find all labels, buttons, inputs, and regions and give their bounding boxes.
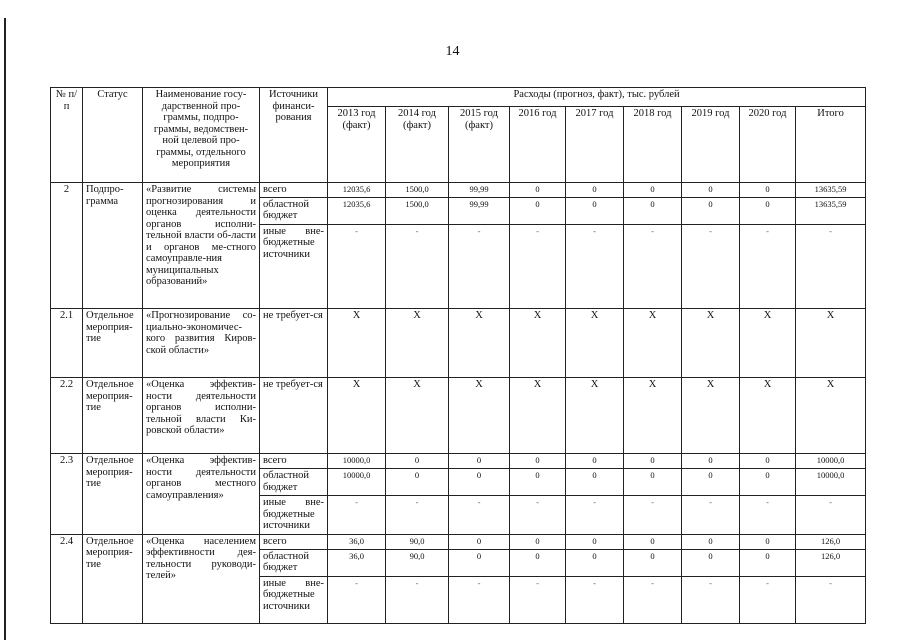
value-cell: X xyxy=(566,378,624,454)
header-sources: Источники финанси-рования xyxy=(260,88,328,183)
value-cell: X xyxy=(682,378,740,454)
value-cell: 0 xyxy=(566,534,624,549)
value-cell: X xyxy=(328,378,386,454)
value-cell: 10000,0 xyxy=(328,469,386,496)
value-cell: 0 xyxy=(386,454,449,469)
value-cell: 0 xyxy=(682,469,740,496)
value-cell: - xyxy=(386,224,449,308)
value-cell: - xyxy=(386,576,449,623)
row-status: Отдельное мероприя-тие xyxy=(83,534,143,623)
header-year: 2014 год (факт) xyxy=(386,107,449,183)
value-cell: 0 xyxy=(740,183,796,198)
row-source: не требует-ся xyxy=(260,309,328,378)
row-source: всего xyxy=(260,534,328,549)
value-cell: 126,0 xyxy=(796,534,866,549)
value-cell: 126,0 xyxy=(796,549,866,576)
value-cell: - xyxy=(328,224,386,308)
header-year: Итого xyxy=(796,107,866,183)
header-year: 2016 год xyxy=(510,107,566,183)
value-cell: 13635,59 xyxy=(796,183,866,198)
value-cell: 1500,0 xyxy=(386,183,449,198)
value-cell: 0 xyxy=(740,549,796,576)
value-cell: X xyxy=(510,378,566,454)
value-cell: 0 xyxy=(510,534,566,549)
value-cell: 0 xyxy=(566,454,624,469)
row-name: «Оценка эффектив-ности деятельности органов исполни-тельной власти Ки-ровской области» xyxy=(143,378,260,454)
value-cell: 0 xyxy=(449,454,510,469)
value-cell: 0 xyxy=(386,469,449,496)
header-year: 2018 год xyxy=(624,107,682,183)
value-cell: - xyxy=(682,496,740,535)
row-source: областной бюджет xyxy=(260,469,328,496)
value-cell: 10000,0 xyxy=(796,469,866,496)
value-cell: - xyxy=(510,576,566,623)
row-status: Отдельное мероприя-тие xyxy=(83,309,143,378)
value-cell: X xyxy=(449,309,510,378)
value-cell: 90,0 xyxy=(386,534,449,549)
value-cell: - xyxy=(682,224,740,308)
value-cell: 12035,6 xyxy=(328,183,386,198)
value-cell: X xyxy=(328,309,386,378)
row-number: 2.2 xyxy=(51,378,83,454)
value-cell: 12035,6 xyxy=(328,197,386,224)
value-cell: - xyxy=(566,224,624,308)
value-cell: 0 xyxy=(624,197,682,224)
value-cell: 0 xyxy=(449,534,510,549)
row-number: 2.1 xyxy=(51,309,83,378)
value-cell: - xyxy=(510,496,566,535)
value-cell: 1500,0 xyxy=(386,197,449,224)
value-cell: X xyxy=(386,378,449,454)
value-cell: X xyxy=(796,378,866,454)
value-cell: 0 xyxy=(740,197,796,224)
value-cell: 0 xyxy=(682,534,740,549)
row-status: Отдельное мероприя-тие xyxy=(83,454,143,534)
value-cell: - xyxy=(566,576,624,623)
value-cell: - xyxy=(740,496,796,535)
value-cell: 36,0 xyxy=(328,549,386,576)
table-row xyxy=(51,454,866,469)
table-row xyxy=(51,378,866,454)
value-cell: 0 xyxy=(449,469,510,496)
value-cell: 36,0 xyxy=(328,534,386,549)
table-row xyxy=(51,534,866,549)
header-year: 2020 год xyxy=(740,107,796,183)
value-cell: - xyxy=(796,576,866,623)
value-cell: 99,99 xyxy=(449,197,510,224)
value-cell: - xyxy=(740,576,796,623)
value-cell: X xyxy=(624,378,682,454)
row-status: Подпро-грамма xyxy=(83,183,143,309)
value-cell: 0 xyxy=(624,534,682,549)
value-cell: - xyxy=(510,224,566,308)
row-source: всего xyxy=(260,454,328,469)
value-cell: - xyxy=(386,496,449,535)
row-status: Отдельное мероприя-тие xyxy=(83,378,143,454)
value-cell: X xyxy=(740,309,796,378)
value-cell: X xyxy=(796,309,866,378)
value-cell: - xyxy=(624,224,682,308)
value-cell: 0 xyxy=(682,454,740,469)
value-cell: - xyxy=(624,496,682,535)
value-cell: X xyxy=(624,309,682,378)
value-cell: 0 xyxy=(682,549,740,576)
row-source: иные вне-бюджетные источники xyxy=(260,576,328,623)
header-no: № п/п xyxy=(51,88,83,183)
row-number: 2.4 xyxy=(51,534,83,623)
value-cell: X xyxy=(510,309,566,378)
header-status: Статус xyxy=(83,88,143,183)
value-cell: - xyxy=(740,224,796,308)
header-year: 2013 год (факт) xyxy=(328,107,386,183)
value-cell: - xyxy=(449,576,510,623)
row-source: иные вне-бюджетные источники xyxy=(260,496,328,535)
value-cell: X xyxy=(386,309,449,378)
row-source: не требует-ся xyxy=(260,378,328,454)
header-year: 2017 год xyxy=(566,107,624,183)
value-cell: 0 xyxy=(740,469,796,496)
value-cell: - xyxy=(796,224,866,308)
value-cell: 0 xyxy=(740,534,796,549)
value-cell: 0 xyxy=(449,549,510,576)
value-cell: 0 xyxy=(510,183,566,198)
value-cell: 0 xyxy=(566,549,624,576)
value-cell: - xyxy=(449,496,510,535)
row-name: «Прогнозирование со-циально-экономичес-кого развития Киров-ской области» xyxy=(143,309,260,378)
value-cell: 0 xyxy=(566,183,624,198)
value-cell: - xyxy=(566,496,624,535)
budget-table xyxy=(50,87,866,624)
value-cell: - xyxy=(449,224,510,308)
value-cell: 0 xyxy=(566,469,624,496)
value-cell: 0 xyxy=(510,197,566,224)
table-row xyxy=(51,309,866,378)
value-cell: 0 xyxy=(682,197,740,224)
page-number: 14 xyxy=(445,44,460,59)
value-cell: 0 xyxy=(624,183,682,198)
value-cell: 0 xyxy=(566,197,624,224)
value-cell: 0 xyxy=(510,549,566,576)
row-source: всего xyxy=(260,183,328,198)
row-name: «Оценка эффектив-ности деятельности органов местного самоуправления» xyxy=(143,454,260,534)
value-cell: - xyxy=(328,496,386,535)
value-cell: - xyxy=(796,496,866,535)
value-cell: X xyxy=(740,378,796,454)
value-cell: 0 xyxy=(682,183,740,198)
row-source: областной бюджет xyxy=(260,549,328,576)
value-cell: X xyxy=(449,378,510,454)
value-cell: 0 xyxy=(624,549,682,576)
row-name: «Развитие системы прогнозирования и оценка деятельности органов исполни-тельной власти об-ласти и органов ме-стного самоуправле-ния муниципальных образований» xyxy=(143,183,260,309)
row-source: иные вне-бюджетные источники xyxy=(260,224,328,308)
value-cell: 0 xyxy=(510,469,566,496)
value-cell: 99,99 xyxy=(449,183,510,198)
row-number: 2.3 xyxy=(51,454,83,534)
row-name: «Оценка населением эффективности дея-тельности руководи-телей» xyxy=(143,534,260,623)
value-cell: 0 xyxy=(624,469,682,496)
row-number: 2 xyxy=(51,183,83,309)
value-cell: 10000,0 xyxy=(796,454,866,469)
value-cell: 90,0 xyxy=(386,549,449,576)
value-cell: 10000,0 xyxy=(328,454,386,469)
margin-rule xyxy=(4,18,6,640)
value-cell: - xyxy=(682,576,740,623)
header-expenses: Расходы (прогноз, факт), тыс. рублей xyxy=(328,88,866,107)
table-row xyxy=(51,183,866,198)
header-year: 2019 год xyxy=(682,107,740,183)
value-cell: X xyxy=(566,309,624,378)
header-year: 2015 год (факт) xyxy=(449,107,510,183)
value-cell: - xyxy=(328,576,386,623)
row-source: областной бюджет xyxy=(260,197,328,224)
value-cell: 0 xyxy=(740,454,796,469)
value-cell: 0 xyxy=(624,454,682,469)
value-cell: - xyxy=(624,576,682,623)
value-cell: X xyxy=(682,309,740,378)
value-cell: 0 xyxy=(510,454,566,469)
value-cell: 13635,59 xyxy=(796,197,866,224)
header-name: Наименование госу-дарственной про-граммы, подпро-граммы, ведомствен-ной целевой про-граммы, отдельного мероприятия xyxy=(143,88,260,183)
